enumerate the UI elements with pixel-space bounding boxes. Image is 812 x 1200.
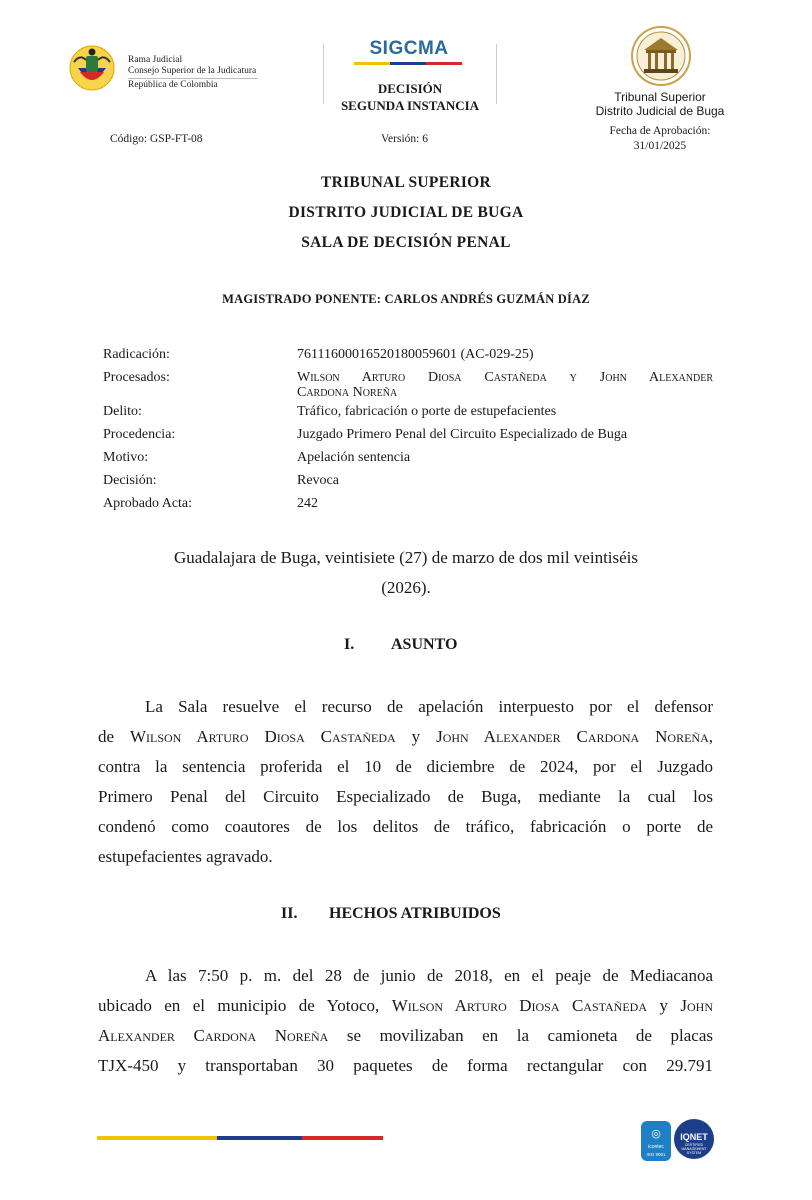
consejo-superior-label: Consejo Superior de la Judicatura — [128, 66, 257, 76]
icontec-certification-icon: ◎ icontec ISO 9001 — [641, 1121, 671, 1161]
sigcma-underline — [340, 62, 478, 65]
label-procesados: Procesados: — [103, 370, 170, 385]
paragraph-line: condenó como coautores de los delitos de tráfico, fabricación o porte de — [98, 817, 713, 836]
iqnet-label: IQNET — [680, 1132, 708, 1142]
footer-bar-blue — [217, 1136, 302, 1140]
section-2-title: HECHOS ATRIBUIDOS — [329, 905, 501, 922]
approval-date: 31/01/2025 — [633, 140, 687, 152]
paragraph-line-names — [98, 991, 713, 1021]
paragraph-line: Primero Penal del Circuito Especializado de Buga, mediante la cual los — [98, 787, 713, 806]
value-motivo: Apelación sentencia — [297, 450, 411, 465]
text-y: y — [411, 727, 421, 746]
value-procesados-line2: Cardona Noreña — [297, 385, 398, 400]
label-delito: Delito: — [103, 404, 142, 419]
magistrado-ponente: MAGISTRADO PONENTE: CARLOS ANDRÉS GUZMÁN DÍAZ — [222, 292, 590, 306]
decision-label: DECISIÓN — [377, 81, 443, 96]
text-ubicado: ubicado en el municipio de Yotoco, — [98, 996, 380, 1015]
value-decision: Revoca — [297, 473, 339, 488]
paragraph-line: A las 7:50 p. m. del 28 de junio de 2018, en el peaje de Mediacanoa — [145, 966, 713, 985]
defendant-name-2: John Alexander Cardona Noreña, — [436, 727, 713, 746]
label-decision: Decisión: — [103, 473, 157, 488]
paragraph-line: estupefacientes agravado. — [98, 847, 273, 866]
footer-bar-yellow — [97, 1136, 217, 1140]
title-distrito: DISTRITO JUDICIAL DE BUGA — [288, 204, 524, 221]
section-2-number: II. — [281, 905, 298, 922]
label-aprobado-acta: Aprobado Acta: — [103, 496, 193, 511]
text-se-movilizaban: se movilizaban en la camioneta de placas — [346, 1026, 713, 1045]
value-radicacion: 76111600016520180059601 (AC-029-25) — [297, 347, 534, 362]
tribunal-label: Tribunal Superior — [614, 90, 706, 104]
sigcma-logo: SIGCMA — [369, 38, 449, 59]
footer-bar-red — [302, 1136, 383, 1140]
text-de: de — [98, 727, 115, 746]
iqnet-sub: CERTIFIED MANAGEMENT SYSTEM — [681, 1143, 707, 1155]
segunda-instancia-label: SEGUNDA INSTANCIA — [340, 98, 480, 113]
title-sala: SALA DE DECISIÓN PENAL — [301, 234, 511, 251]
value-aprobado-acta: 242 — [297, 496, 318, 511]
republica-label: República de Colombia — [128, 80, 218, 90]
colombia-coat-of-arms-icon — [66, 42, 118, 94]
label-motivo: Motivo: — [103, 450, 149, 465]
value-procesados-line1: Wilson Arturo Diosa Castañeda y John Alexander — [297, 370, 713, 385]
paragraph-line-names — [98, 1021, 713, 1051]
paragraph-line: TJX-450 y transportaban 30 paquetes de forma rectangular con 29.791 — [98, 1056, 713, 1075]
approval-date-label: Fecha de Aprobación: — [609, 125, 711, 137]
label-procedencia: Procedencia: — [103, 427, 176, 442]
section-2-paragraph — [98, 961, 713, 1081]
title-tribunal: TRIBUNAL SUPERIOR — [320, 174, 492, 191]
text-y: y — [659, 996, 668, 1015]
section-1-paragraph — [98, 692, 713, 872]
defendant-name-1: Wilson Arturo Diosa Castañeda — [129, 727, 396, 746]
place-date-line2: (2026). — [381, 578, 431, 597]
document-version: Versión: 6 — [381, 133, 428, 145]
section-1-title: ASUNTO — [391, 636, 458, 653]
distrito-label: Distrito Judicial de Buga — [595, 104, 725, 118]
header-divider — [128, 78, 258, 79]
icontec-iso: ISO 9001 — [646, 1152, 666, 1157]
paragraph-line-names — [98, 722, 713, 752]
value-procedencia: Juzgado Primero Penal del Circuito Especializado de Buga — [297, 427, 628, 442]
tribunal-seal-icon — [630, 24, 692, 88]
iqnet-certification-icon — [674, 1119, 714, 1159]
label-radicacion: Radicación: — [103, 347, 170, 362]
value-delito: Tráfico, fabricación o porte de estupefacientes — [297, 404, 557, 419]
rama-judicial-label: Rama Judicial — [128, 55, 183, 65]
defendant-name-2-start: John — [680, 996, 713, 1015]
place-date-line1: Guadalajara de Buga, veintisiete (27) de marzo de dos mil veintiséis — [173, 548, 639, 567]
paragraph-line: La Sala resuelve el recurso de apelación interpuesto por el defensor — [145, 697, 713, 716]
document-code: Código: GSP-FT-08 — [110, 133, 203, 145]
icontec-label: icontec — [648, 1144, 664, 1150]
paragraph-line: contra la sentencia proferida el 10 de diciembre de 2024, por el Juzgado — [98, 757, 713, 776]
defendant-name-2-end: Alexander Cardona Noreña — [98, 1026, 329, 1045]
section-1-number: I. — [344, 636, 355, 653]
defendant-name-1: Wilson Arturo Diosa Castañeda — [391, 996, 647, 1015]
